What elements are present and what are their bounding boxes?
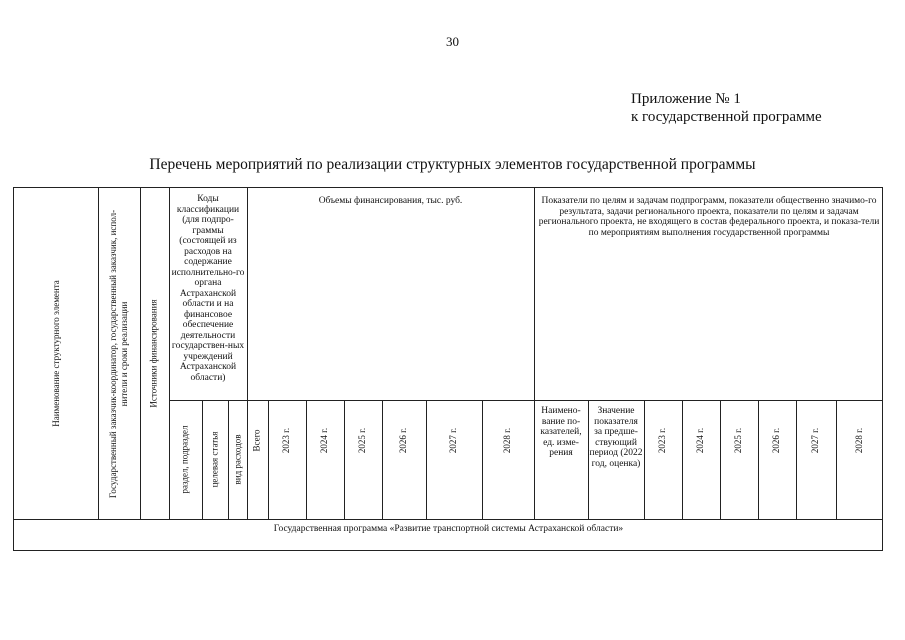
col-header-target-article: целевая статья [209, 431, 220, 488]
col-header-fin-2027: 2027 г. [448, 427, 459, 453]
col-header-element-name: Наименование структурного элемента [50, 280, 61, 427]
col-header-ind-2028: 2028 г. [854, 427, 864, 453]
col-header-ind-2027: 2027 г. [810, 427, 821, 453]
col-header-section: раздел, подраздел [180, 425, 191, 494]
document-title: Перечень мероприятий по реализации структурных элементов государственной программы [149, 156, 756, 173]
appendix-label [631, 90, 822, 126]
page-number: 30 [446, 34, 459, 49]
col-header-indicator-name: Наимено-вание по-казателей, ед. изме-рения [540, 406, 582, 458]
col-header-customer [98, 188, 140, 519]
col-header-fin-2023: 2023 г. [281, 427, 292, 453]
appendix-line-2: к государственной программе [631, 109, 822, 125]
measures-table [13, 187, 883, 551]
col-header-ind-2026: 2026 г. [771, 427, 782, 453]
col-header-sources: Источники финансирования [149, 299, 160, 408]
col-header-fin-2028: 2028 г. [502, 427, 513, 453]
col-header-customer-line-1: Государственный заказчик-координатор, государственный заказчик, испол- [108, 209, 118, 498]
col-header-codes: Коды классификации (для подпро-граммы (состоящей из расходов на содержание исполнительно-го органа Астраханской области и на финансовое обеспечение деятельности государствен-ных учреждений Астраханской области) [171, 194, 245, 383]
col-header-indicators: Показатели по целям и задачам подпрограмм, показатели общественно значимо-го результата, задачи регионального проекта, показатели по целям и задачам регионального проекта, не входящего в состав федерального проекта, и показа-тели по мероприятиям выполнения государственной программы [538, 196, 880, 238]
program-row: Государственная программа «Развитие транспортной системы Астраханской области» [273, 524, 624, 534]
col-header-fin-2026: 2026 г. [398, 427, 409, 453]
col-header-ind-2025: 2025 г. [733, 427, 744, 453]
col-header-fin-2024: 2024 г. [319, 427, 330, 453]
col-header-fin-2025: 2025 г. [357, 427, 368, 453]
col-header-ind-2024: 2024 г. [695, 427, 706, 453]
col-header-finance: Объемы финансирования, тыс. руб. [318, 196, 463, 206]
appendix-line-1: Приложение № 1 [631, 91, 741, 107]
col-header-customer-line-2: нители и сроки реализации [119, 301, 129, 406]
col-header-indicator-prev-value: Значение показателя за предше-ствующий период (2022 год, оценка) [589, 406, 643, 469]
col-header-total: Всего [252, 428, 263, 452]
col-header-ind-2023: 2023 г. [657, 427, 668, 453]
col-header-expense-type: вид расходов [232, 434, 242, 485]
